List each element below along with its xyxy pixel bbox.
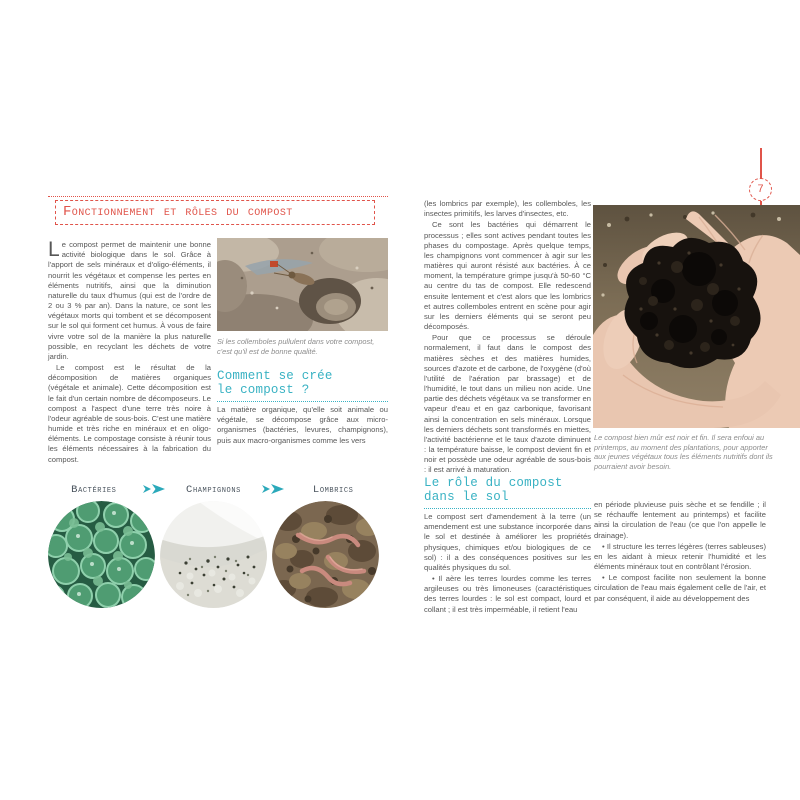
step-label-worms: Lombrics xyxy=(312,484,354,496)
chapter-dotted-rule xyxy=(48,196,388,197)
intro-paragraph-2: Le compost est le résultat de la décomposition de matières organiques (végétale et animale). Cette décomposition est le fait d'un certain nombre de décomposeurs. Le compost a l'aspect d'une terre très noire à l'odeur agréable de sous-bois. C'est une matière humide et très riche en minéraux et en oligo-éléments. Le compostage consiste à réunir tous les éléments nécessaires à la fabrication du compost. xyxy=(48,363,211,464)
paragraph: Le compost sert d'amendement à la terre (un amendement est une substance incorporée dans le sol et destinée à améliorer les propriétés physiques, chimiques et/ou biologiques de ce sol) : il a des conséquences positives sur les qualités physiques du sol. xyxy=(424,512,591,572)
paragraph: en période pluvieuse puis sèche et se fendille ; il se réchauffe lentement au printemps) et facilite ainsi la circulation de l'eau (ce que l'on appelle le drainage). xyxy=(594,500,766,540)
paragraph: Pour que ce processus se déroule normalement, il faut dans le compost des matières sèches et des matières humides, sources d'azote et de carbone, de l'oxygène (d'où l'utilité de l'aération par brassage) et de l'humidité, le tout dans un milieu non acide. Une partie des déchets végétaux va se transformer en vapeur d'eau et en gaz carbonique, favorisant ainsi la concentration en sels minéraux. Lorsque les derniers déchets sont transformés en miettes, l'activité bactérienne et le taux d'azote diminuent : la température baisse, le compost devient fin et noir et possède une odeur agréable de sous-bois : il est arrivé à maturation. xyxy=(424,333,591,475)
worms-photo xyxy=(272,501,379,613)
paragraph: (les lombrics par exemple), les collemboles, les insectes primitifs, les larves d'insectes, etc. xyxy=(424,199,591,219)
page-number: 7 xyxy=(757,183,764,196)
right-col1-text xyxy=(424,199,591,476)
intro-paragraph-1: Le compost permet de maintenir une bonne activité biologique dans le sol. Grâce à l'apport de sels minéraux et d'oligo-éléments, il nourrit les végétaux et compense les pertes en éléments nutritifs, ainsi que la diminution naturelle du taux d'humus (qui est de l'ordre de 2 ou 3 % par an). Dans la nature, ce sont les végétaux morts qui tombent et se décomposent sur le sol qui forment cet humus. À vous de faire vivre votre sol de la manière la plus naturelle possible, en recyclant les déchets de votre jardin. xyxy=(48,238,211,361)
chapter-title: Fonctionnement et rôles du compost xyxy=(63,204,293,220)
section-heading-role: Le rôle du compost dans le sol xyxy=(424,477,591,509)
page-number-badge xyxy=(749,178,772,201)
left-page-intro-column xyxy=(48,240,211,465)
collembole-photo-caption: Si les collemboles pullulent dans votre compost, c'est qu'il est de bonne qualité. xyxy=(217,337,375,356)
double-arrow-icon xyxy=(261,481,285,499)
compost-hands-caption: Le compost bien mûr est noir et fin. Il sera enfoui au printemps, au moment des plantations, pour apporter aux jeunes végétaux tous les éléments nutritifs dont ils pourraient avoir besoin. xyxy=(594,433,773,471)
section-heading-how: Comment se crée le compost ? xyxy=(217,370,388,402)
paragraph: • Le compost facilite non seulement la bonne circulation de l'eau mais également celle de l'air, et par conséquent, il aide au développement des xyxy=(594,573,766,603)
bacteria-photo xyxy=(48,501,155,613)
paragraph: • Il structure les terres légères (terres sableuses) en les aidant à mieux retenir l'humidité et les éléments minéraux tout en contrôlant l'érosion. xyxy=(594,541,766,572)
compost-hands-photo xyxy=(593,205,800,428)
process-step-photos xyxy=(48,501,379,613)
right-col2-text xyxy=(594,500,766,604)
section-role-text xyxy=(424,512,591,615)
fungi-photo xyxy=(160,501,267,613)
step-label-fungi: Champignons xyxy=(186,484,241,496)
section-how-text: La matière organique, qu'elle soit animale ou végétale, se décompose grâce aux micro-organismes (bactéries, levures, champignons), puis aux macro-organismes comme les vers xyxy=(217,405,388,445)
paragraph: Ce sont les bactéries qui démarrent le processus ; elles sont actives pendant toutes les phases du compostage. Après quelque temps, les champignons vont commencer à agir sur les matières qui auront résisté aux bactéries. À ce moment, la température grimpe jusqu'à 50-60 °C au centre du tas de compost. Elle redescend ensuite lentement et c'est alors que les lombrics et autres collemboles entrent en scène pour agir sur les derniers éléments qui se seront peu décomposés. xyxy=(424,220,591,332)
collembole-photo xyxy=(217,238,388,331)
process-step-labels xyxy=(48,481,379,499)
double-arrow-icon xyxy=(142,481,166,499)
paragraph: • Il aère les terres lourdes comme les terres argileuses ou très limoneuses (caractéristiques des terres lourdes : le sol est compact, lourd et collant ; il est très imperméable, il retient l'eau xyxy=(424,574,591,614)
dropcap: L xyxy=(48,238,60,261)
step-label-bacteria: Bactéries xyxy=(71,484,117,496)
chapter-title-box xyxy=(55,200,375,225)
